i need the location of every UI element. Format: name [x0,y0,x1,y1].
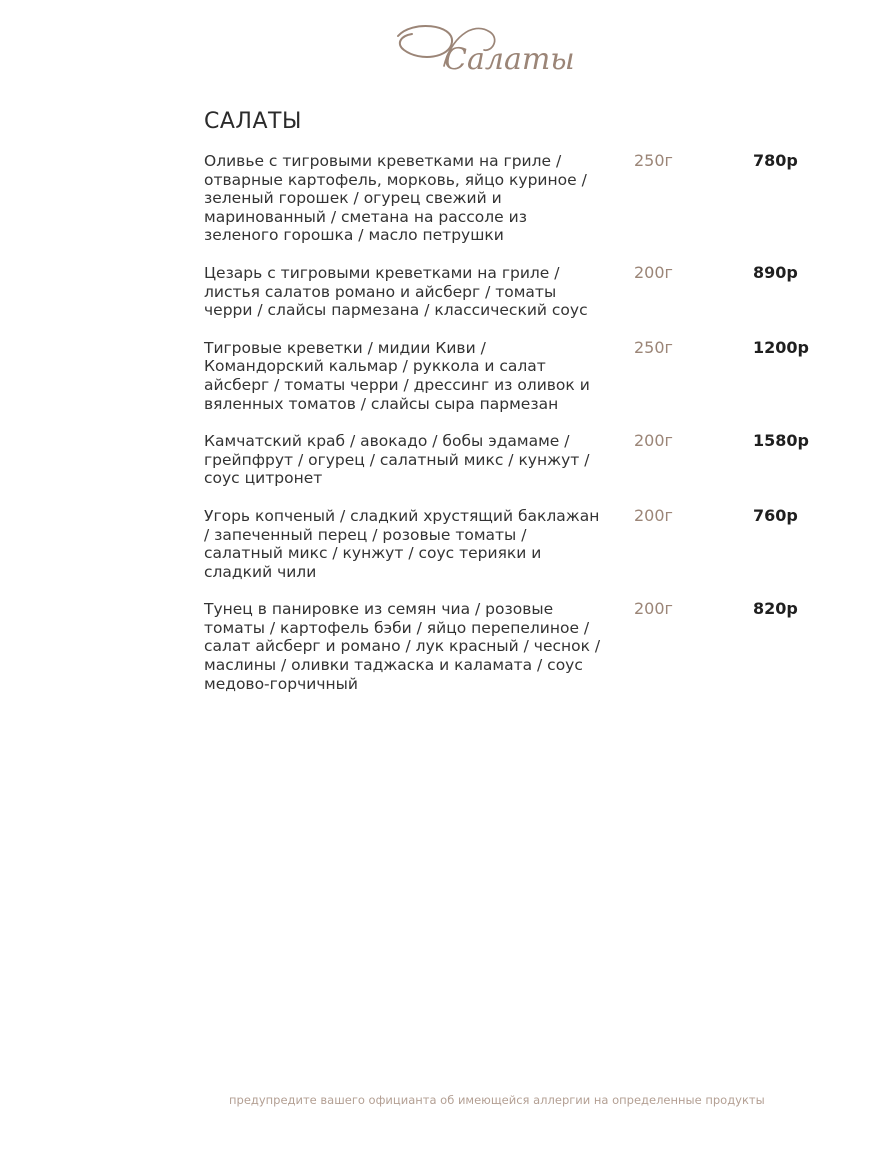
allergy-note: предупредите вашего официанта об имеющейся аллергии на определенные продукты [229,1093,765,1107]
item-price: 780р [753,151,798,170]
menu-item [204,264,844,320]
item-weight: 200г [634,431,673,451]
section-title: САЛАТЫ [204,109,302,134]
salad-menu-list [204,152,844,712]
item-price: 820р [753,599,798,619]
item-price: 1200р [753,337,809,357]
item-price: 760р [753,505,798,525]
item-weight: 250г [634,151,673,170]
menu-item [204,152,844,245]
item-description: Камчатский краб / авокадо / бобы эдамаме / грейпфрут / огурец / салатный микс / кунжут / соус цитронет [204,432,590,488]
item-weight: 250г [634,337,673,357]
menu-item [204,432,844,488]
item-weight: 200г [634,599,673,619]
item-weight: 200г [634,262,673,282]
logo-text: Салаты [444,42,575,77]
item-price: 890р [753,262,798,282]
item-description: Тигровые креветки / мидии Киви / Командорский кальмар / руккола и салат айсберг / томаты черри / дрессинг из оливок и вяленных томатов / слайсы сыра пармезан [204,338,590,413]
item-price: 1580р [753,431,809,451]
salads-logo [392,14,608,80]
item-description: Угорь копченый / сладкий хрустящий баклажан / запеченный перец / розовые томаты / салатный микс / кунжут / соус терияки и сладкий чили [204,506,600,581]
item-description: Оливье с тигровыми креветками на гриле / отварные картофель, морковь, яйцо куриное / зеленый горошек / огурец свежий и маринованный / сметана на рассоле из зеленого горошка / масло петрушки [204,152,587,245]
menu-item [204,507,844,581]
item-weight: 200г [634,505,673,525]
menu-item [204,600,844,693]
item-description: Тунец в панировке из семян чиа / розовые томаты / картофель бэби / яйцо перепелиное / салат айсберг и романо / лук красный / чеснок / маслины / оливки таджаска и каламата / соус медово-горчичный [204,600,601,693]
item-description: Цезарь с тигровыми креветками на гриле / листья салатов романо и айсберг / томаты черри / слайсы пармезана / классический соус [204,263,588,320]
menu-item [204,339,844,413]
